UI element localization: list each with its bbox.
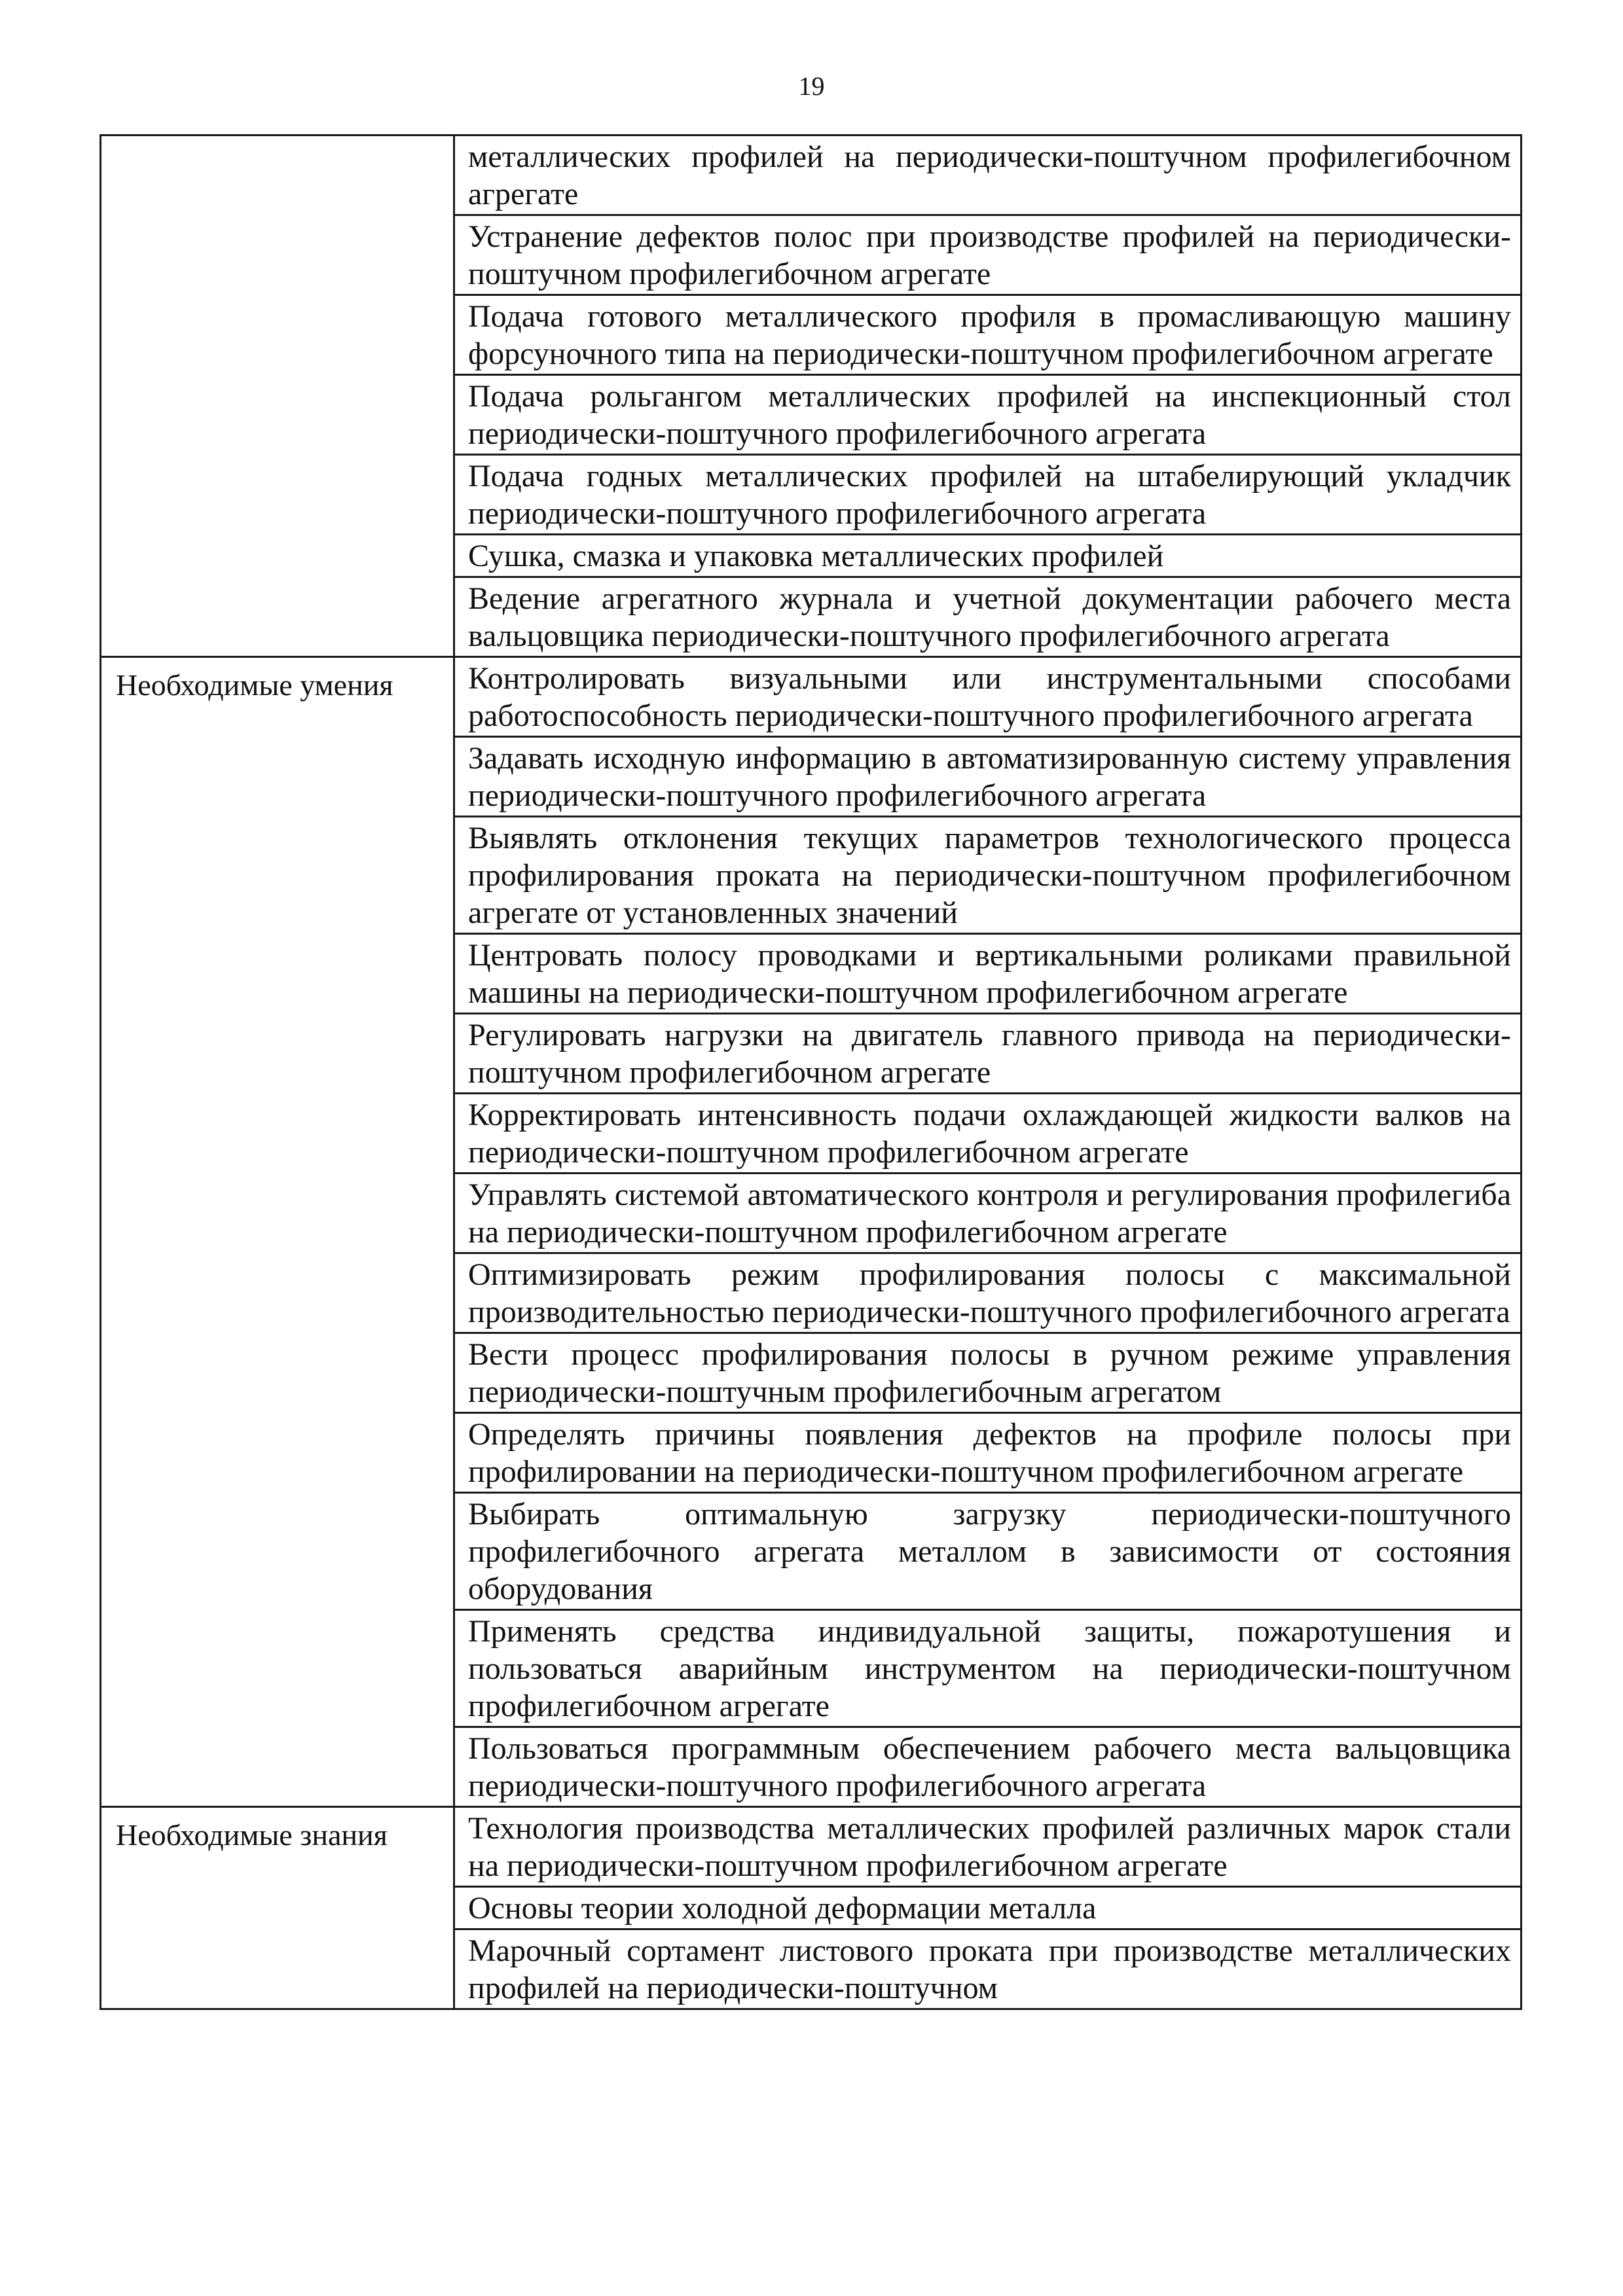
action-item: Подача рольгангом металлических профилей на инспекционный стол периодически-поштучного профилегибочного агрегата [454, 375, 1522, 455]
skill-item: Определять причины появления дефектов на профиле полосы при профилировании на периодически-поштучном профилегибочном агрегате [454, 1413, 1522, 1493]
table-row [101, 657, 1522, 737]
knowledge-item: Марочный сортамент листового проката при производстве металлических профилей на периодически-поштучном [454, 1929, 1522, 2009]
action-item: Подача готового металлического профиля в промасливающую машину форсуночного типа на периодически-поштучном профилегибочном агрегате [454, 295, 1522, 375]
skill-item: Контролировать визуальными или инструментальными способами работоспособность периодически-поштучного профилегибочного агрегата [454, 657, 1522, 737]
action-item: Сушка, смазка и упаковка металлических профилей [454, 535, 1522, 577]
knowledge-item: Технология производства металлических профилей различных марок стали на периодически-поштучном профилегибочном агрегате [454, 1807, 1522, 1887]
skill-item: Регулировать нагрузки на двигатель главного привода на периодически-поштучном профилегибочном агрегате [454, 1014, 1522, 1094]
skill-item: Выявлять отклонения текущих параметров технологического процесса профилирования проката на периодически-поштучном профилегибочном агрегате от установленных значений [454, 817, 1522, 934]
table-row [101, 1807, 1522, 1887]
action-item: Подача годных металлических профилей на штабелирующий укладчик периодически-поштучного профилегибочного агрегата [454, 455, 1522, 535]
skills-label: Необходимые умения [101, 657, 454, 1807]
action-item: металлических профилей на периодически-поштучном профилегибочном агрегате [454, 135, 1522, 215]
skill-item: Задавать исходную информацию в автоматизированную систему управления периодически-поштучного профилегибочного агрегата [454, 737, 1522, 817]
skill-item: Оптимизировать режим профилирования полосы с максимальной производительностью периодически-поштучного профилегибочного агрегата [454, 1253, 1522, 1333]
skill-item: Пользоваться программным обеспечением рабочего места вальцовщика периодически-поштучного профилегибочного агрегата [454, 1727, 1522, 1807]
page-number: 19 [798, 71, 825, 101]
empty-label-cell [101, 135, 454, 657]
skill-item: Центровать полосу проводками и вертикальными роликами правильной машины на периодически-поштучном профилегибочном агрегате [454, 934, 1522, 1014]
knowledge-item: Основы теории холодной деформации металла [454, 1887, 1522, 1929]
table-row [101, 135, 1522, 215]
skill-item: Вести процесс профилирования полосы в ручном режиме управления периодически-поштучным профилегибочным агрегатом [454, 1333, 1522, 1413]
action-item: Ведение агрегатного журнала и учетной документации рабочего места вальцовщика периодически-поштучного профилегибочного агрегата [454, 577, 1522, 657]
skill-item: Выбирать оптимальную загрузку периодически-поштучного профилегибочного агрегата металлом в зависимости от состояния оборудования [454, 1493, 1522, 1610]
skill-item: Управлять системой автоматического контроля и регулирования профилегиба на периодически-поштучном профилегибочном агрегате [454, 1174, 1522, 1253]
skill-item: Применять средства индивидуальной защиты, пожаротушения и пользоваться аварийным инструментом на периодически-поштучном профилегибочном агрегате [454, 1610, 1522, 1727]
knowledge-label: Необходимые знания [101, 1807, 454, 2009]
labor-functions-table [100, 134, 1522, 2010]
action-item: Устранение дефектов полос при производстве профилей на периодически-поштучном профилегибочном агрегате [454, 215, 1522, 295]
skill-item: Корректировать интенсивность подачи охлаждающей жидкости валков на периодически-поштучном профилегибочном агрегате [454, 1094, 1522, 1174]
